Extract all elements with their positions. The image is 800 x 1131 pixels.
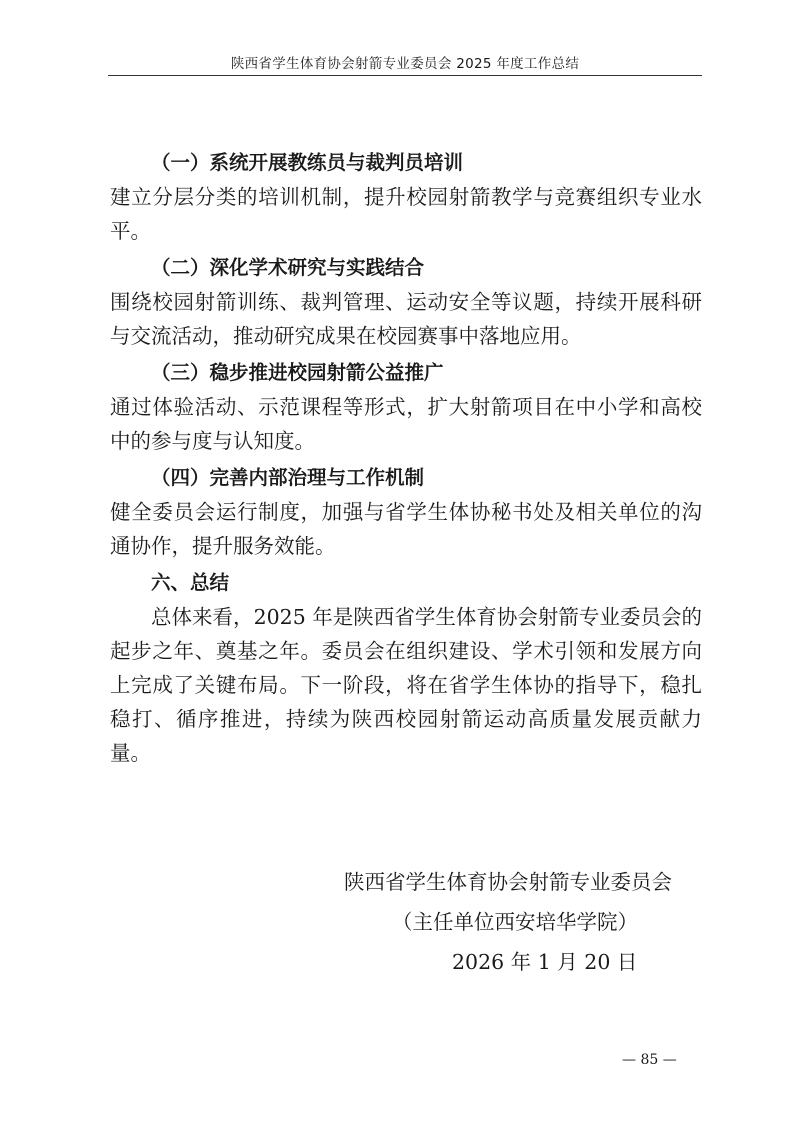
header-rule — [108, 75, 702, 76]
section-heading-2: （二）深化学术研究与实践结合 — [151, 256, 425, 279]
document-body — [110, 146, 702, 770]
section-heading-3: （三）稳步推进校园射箭公益推广 — [151, 361, 444, 384]
section-heading-4: （四）完善内部治理与工作机制 — [151, 466, 425, 489]
section-body-4: 健全委员会运行制度，加强与省学生体协秘书处及相关单位的沟通协作，提升服务效能。 — [110, 500, 702, 558]
section-heading-1: （一）系统开展教练员与裁判员培训 — [151, 151, 464, 174]
signature-organization: 陕西省学生体育协会射箭专业委员会 — [344, 870, 672, 894]
summary-body: 总体来看，2025 年是陕西省学生体育协会射箭专业委员会的起步之年、奠基之年。委员会在组织建设、学术引领和发展方向上完成了关键布局。下一阶段，将在省学生体协的指导下，稳扎稳打、循序推进，持续为陕西校园射箭运动高质量发展贡献力量。 — [110, 605, 702, 765]
section-body-2: 围绕校园射箭训练、裁判管理、运动安全等议题，持续开展科研与交流活动，推动研究成果在校园赛事中落地应用。 — [110, 290, 702, 348]
signature-host-unit: （主任单位西安培华学院） — [392, 910, 638, 934]
page-number: — 85 — — [622, 1052, 677, 1068]
running-header-title: 陕西省学生体育协会射箭专业委员会 2025 年度工作总结 — [230, 56, 580, 72]
signature-block — [110, 862, 702, 982]
section-body-1: 建立分层分类的培训机制，提升校园射箭教学与竞赛组织专业水平。 — [110, 185, 702, 243]
section-body-3: 通过体验活动、示范课程等形式，扩大射箭项目在中小学和高校中的参与度与认知度。 — [110, 395, 702, 453]
summary-heading: 六、总结 — [151, 571, 230, 594]
signature-date: 2026 年 1 月 20 日 — [452, 950, 638, 974]
